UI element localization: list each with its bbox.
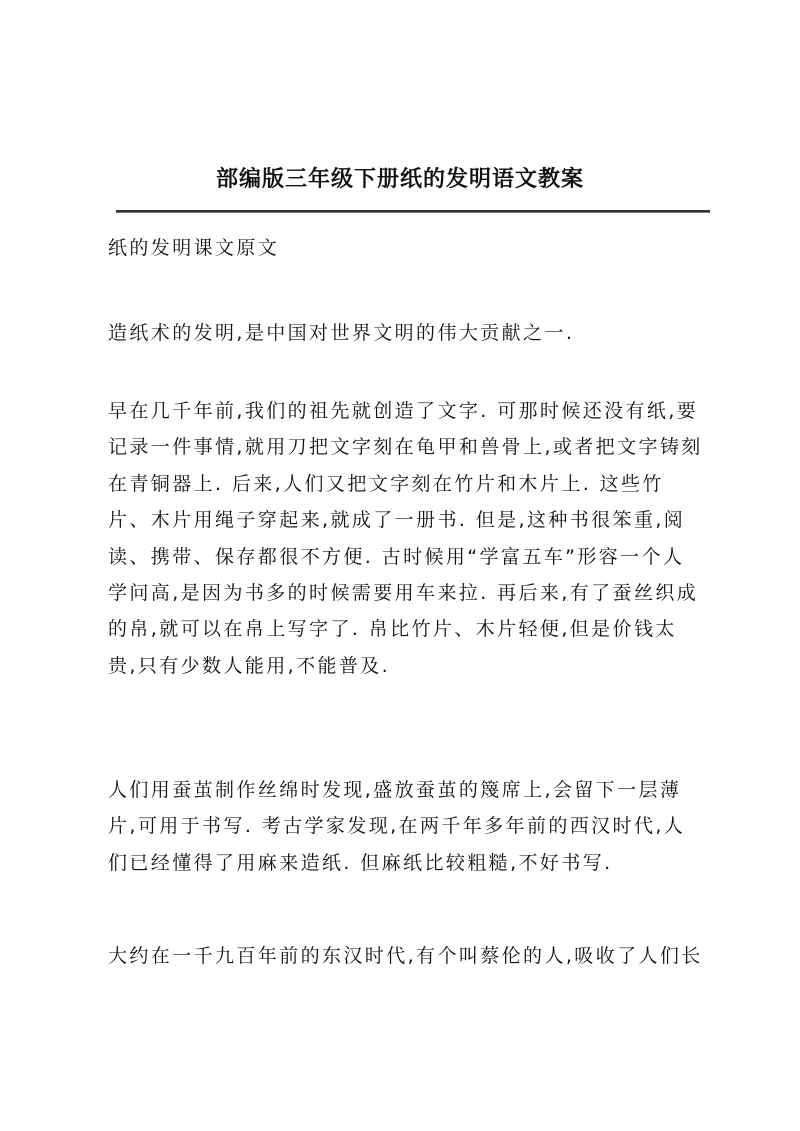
text-line: 早在几千年前,我们的祖先就创造了文字. 可那时候还没有纸,要 (108, 400, 699, 422)
text-line: 的帛,就可以在帛上写字了. 帛比竹片、木片轻便,但是价钱太 (108, 618, 677, 641)
text-line: 贵,只有少数人能用,不能普及. (108, 654, 391, 677)
paragraph-4 (108, 938, 708, 974)
text-line: 们已经懂得了用麻来造纸. 但麻纸比较粗糙,不好书写. (108, 851, 613, 874)
text-line: 记录一件事情,就用刀把文字刻在龟甲和兽骨上,或者把文字铸刻 (108, 436, 703, 459)
text-line: 片,可用于书写. 考古学家发现,在两千年多年前的西汉时代,人 (108, 815, 686, 838)
text-line: 学问高,是因为书多的时候需要用车来拉. 再后来,有了蚕丝织成 (108, 581, 699, 604)
text-line: 在青铜器上. 后来,人们又把文字刻在竹片和木片上. 这些竹 (108, 472, 664, 495)
paragraph-2 (108, 393, 708, 684)
paragraph-3 (108, 772, 708, 881)
text-line: 大约在一千九百年前的东汉时代,有个叫蔡伦的人,吸收了人们长 (108, 945, 703, 967)
text-line: 造纸术的发明,是中国对世界文明的伟大贡献之一. (108, 322, 575, 344)
document-title: 部编版三年级下册纸的发明语文教案 (215, 166, 584, 192)
text-line: 人们用蚕茧制作丝绵时发现,盛放蚕茧的篾席上,会留下一层薄 (108, 779, 682, 801)
paragraph-1 (108, 315, 708, 351)
title-divider (116, 210, 710, 213)
text-line: 片、木片用绳子穿起来,就成了一册书. 但是,这种书很笨重,阅 (108, 509, 686, 532)
section-heading: 纸的发明课文原文 (108, 237, 280, 259)
text-line: 读、携带、保存都很不方便. 古时候用“学富五车”形容一个人 (108, 545, 685, 568)
